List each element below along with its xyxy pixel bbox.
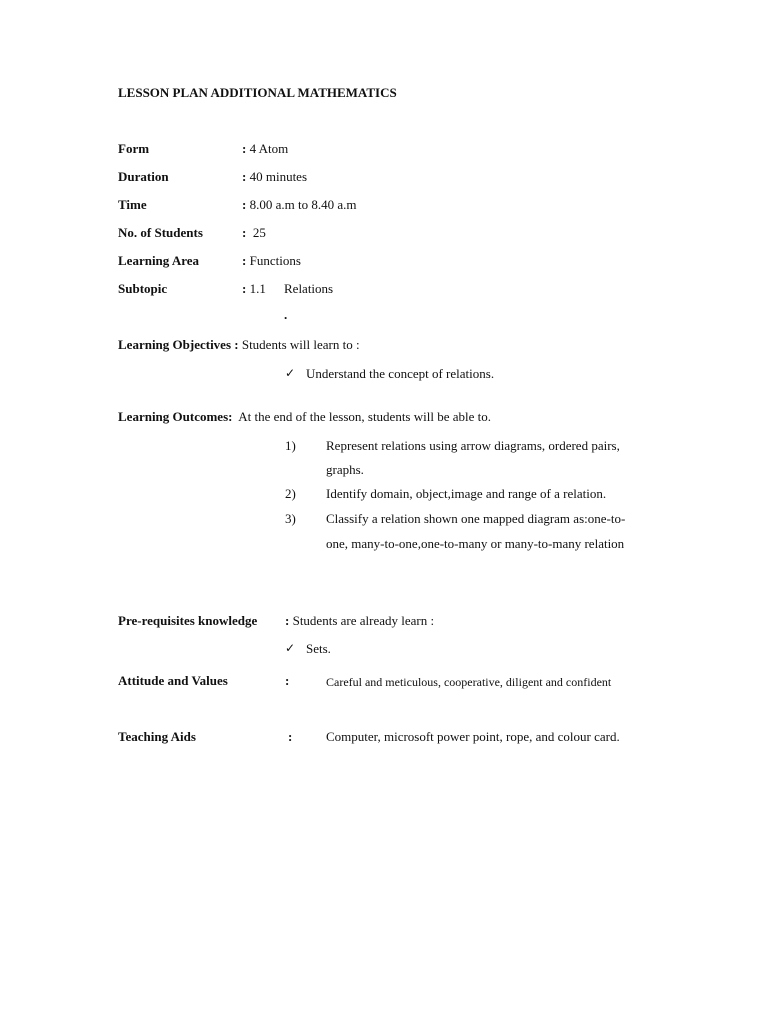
subtopic-label: Subtopic <box>118 281 168 296</box>
time-value: 8.00 a.m to 8.40 a.m <box>249 197 357 212</box>
outcome-number: 3) <box>285 511 296 526</box>
students-value-row <box>242 225 266 241</box>
objectives-intro: Students will learn to : <box>241 337 360 352</box>
objective-item: Understand the concept of relations. <box>306 366 495 381</box>
outcome-number: 1) <box>285 438 296 453</box>
colon: : <box>242 281 247 296</box>
attitude-label: Attitude and Values <box>118 673 228 688</box>
outcome-text-line: one, many-to-one,one-to-many or many-to-many relation <box>326 536 625 551</box>
colon: : <box>242 141 247 156</box>
teaching-aids-value: Computer, microsoft power point, rope, and colour card. <box>326 729 620 744</box>
colon: : <box>285 673 290 688</box>
teaching-aids-label: Teaching Aids <box>118 729 196 744</box>
prerequisites-label: Pre-requisites knowledge <box>118 613 258 628</box>
outcome-text-line: Classify a relation shown one mapped diagram as:one-to- <box>326 511 626 526</box>
colon: : <box>285 613 290 628</box>
duration-label: Duration <box>118 169 169 184</box>
outcome-text-line: graphs. <box>326 462 364 477</box>
page-title: LESSON PLAN ADDITIONAL MATHEMATICS <box>118 85 397 100</box>
stray-dot: . <box>284 307 288 322</box>
colon: : <box>288 729 293 744</box>
form-value: 4 Atom <box>249 141 289 156</box>
attitude-value: Careful and meticulous, cooperative, diligent and confident <box>326 675 612 689</box>
check-icon: ✓ <box>285 366 296 380</box>
prerequisites-intro: Students are already learn : <box>292 613 435 628</box>
time-value-row <box>242 197 356 213</box>
subtopic-number: 1.1 <box>249 281 266 296</box>
form-value-row <box>242 141 288 157</box>
duration-value-row <box>242 169 307 185</box>
students-value: 25 <box>252 225 266 240</box>
duration-value: 40 minutes <box>249 169 308 184</box>
outcome-text-line: Represent relations using arrow diagrams, ordered pairs, <box>326 438 620 453</box>
learning-area-value-row <box>242 253 301 269</box>
objectives-label: Learning Objectives : <box>118 337 239 352</box>
outcomes-intro: At the end of the lesson, students will be able to. <box>238 409 491 424</box>
outcome-number: 2) <box>285 486 296 501</box>
outcome-text-line: Identify domain, object,image and range of a relation. <box>326 486 607 501</box>
prerequisites-intro-row <box>285 613 434 629</box>
outcomes-row <box>118 409 491 425</box>
prerequisite-item: Sets. <box>306 641 331 656</box>
colon: : <box>242 225 247 240</box>
learning-area-label: Learning Area <box>118 253 200 268</box>
colon: : <box>242 169 247 184</box>
check-icon: ✓ <box>285 641 296 655</box>
colon: : <box>242 197 247 212</box>
form-label: Form <box>118 141 150 156</box>
outcomes-label: Learning Outcomes: <box>118 409 233 424</box>
students-label: No. of Students <box>118 225 203 240</box>
objectives-row <box>118 337 360 353</box>
subtopic-value-row <box>242 281 266 297</box>
colon: : <box>242 253 247 268</box>
subtopic-name: Relations <box>284 281 334 296</box>
time-label: Time <box>118 197 147 212</box>
learning-area-value: Functions <box>249 253 301 268</box>
